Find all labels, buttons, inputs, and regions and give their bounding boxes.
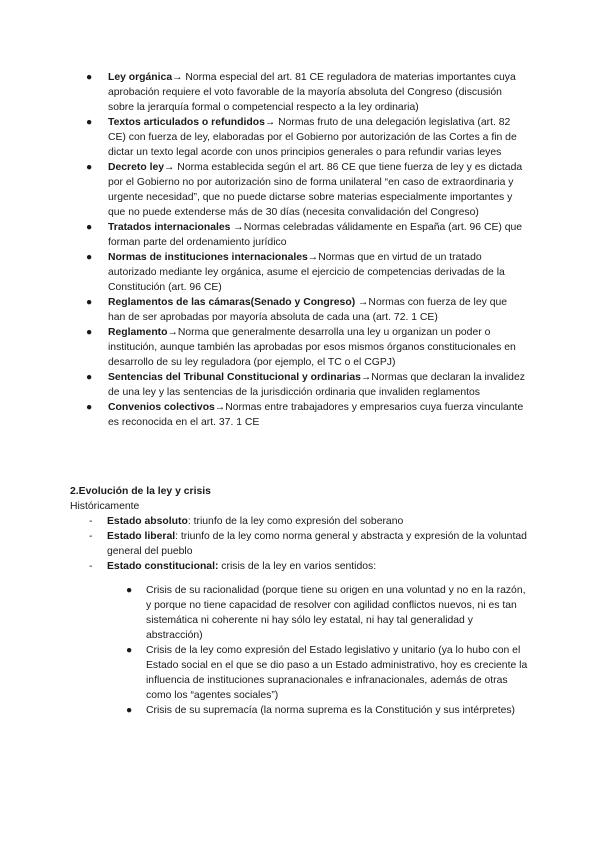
list-item-text: : triunfo de la ley como norma general y abstracta y expresión de la voluntad general del pueblo [107, 531, 527, 557]
dash-icon: - [89, 516, 93, 527]
list-item [76, 295, 526, 325]
list-item-text: → Norma establecida según el art. 86 CE que tiene fuerza de ley y es dictada por el Gobierno no por autorización sino de forma unilateral “en caso de extraordinaria y urgente necesidad”, que no puede dictarse sobre materias especialmente importantes y que no puede extenderse más de 30 días (necesita convalidación del Congreso) [108, 162, 523, 218]
list-item-term: Textos articulados o refundidos [108, 117, 265, 128]
evolution-section [70, 484, 530, 574]
list-item-text: →Normas con fuerza de ley que han de ser aprobadas por mayoría absoluta de cada una (art. 72. 1 CE) [108, 297, 508, 323]
list-item [70, 514, 530, 529]
list-item-term: Convenios colectivos [108, 402, 215, 413]
list-item [126, 643, 531, 703]
list-item-term: Estado liberal [107, 531, 176, 542]
list-item [76, 400, 526, 430]
list-item [126, 583, 531, 643]
list-item-term: Reglamentos de las cámaras(Senado y Congreso) [108, 297, 356, 308]
list-item [126, 703, 531, 718]
list-item [76, 70, 526, 115]
dash-icon: - [89, 531, 93, 542]
crisis-list [126, 583, 531, 718]
list-item-term: Reglamento [108, 327, 168, 338]
list-item-term: Decreto ley [108, 162, 165, 173]
list-item-term: Estado absoluto [107, 516, 188, 527]
list-item-term: Tratados internacionales [108, 222, 231, 233]
list-item [70, 559, 530, 574]
list-item-text: →Norma que generalmente desarrolla una ley u organizan un poder o institución, aunque también las aprobadas por esos mismos órganos constitucionales en desarrollo de su ley reguladora (por ejemplo, el TC o el CGPJ) [108, 327, 516, 368]
list-item [76, 370, 526, 400]
dash-icon: - [89, 561, 93, 572]
bullet-icon: ● [126, 645, 133, 656]
list-item-text: Crisis de su racionalidad (porque tiene su origen en una voluntad y no en la razón, y porque no tiene capacidad de resolver con agilidad conflictos nuevos, ni es tan sistemática ni coherente ni hay sólo ley estatal, ni hay tal generalidad y abstracción) [146, 585, 526, 641]
list-item-text: → Normas fruto de una delegación legislativa (art. 82 CE) con fuerza de ley, elaboradas por el Gobierno por autorización de las Cortes a fin de dictar un texto legal acorde con unos principios generales o para refundir varias leyes [108, 117, 517, 158]
bullet-icon: ● [86, 402, 93, 413]
bullet-icon: ● [86, 162, 93, 173]
list-item [76, 220, 526, 250]
bullet-icon: ● [86, 117, 93, 128]
list-item-text: →Normas que declaran la invalidez de una ley y las sentencias de la jurisdicción ordinaria que invaliden reglamentos [108, 372, 525, 398]
bullet-icon: ● [86, 372, 93, 383]
list-item [76, 160, 526, 220]
list-item-text: Crisis de la ley como expresión del Estado legislativo y unitario (ya lo hubo con el Estado social en el que se dio paso a un Estado administrativo, hoy es creciente la influencia de instituciones supranacionales e infranacionales, además de otras como los “agentes sociales”) [146, 645, 528, 701]
list-item-text: : triunfo de la ley como expresión del soberano [187, 516, 404, 527]
list-item-term: Estado constitucional: [107, 561, 219, 572]
bullet-icon: ● [86, 252, 93, 263]
list-item-term: Sentencias del Tribunal Constitucional y ordinarias [108, 372, 361, 383]
list-item-term: Normas de instituciones internacionales [108, 252, 308, 263]
list-item-text: → Norma especial del art. 81 CE reguladora de materias importantes cuya aprobación requiere el voto favorable de la mayoría absoluta del Congreso (discusión sobre la jerarquía formal o competencial respecto a la ley ordinaria) [108, 72, 516, 113]
list-item [76, 115, 526, 160]
bullet-icon: ● [86, 72, 93, 83]
list-item-text: →Normas entre trabajadores y empresarios cuya fuerza vinculante es reconocida en el art. 37. 1 CE [108, 402, 524, 428]
section-subtitle: Históricamente [70, 501, 140, 512]
bullet-icon: ● [126, 705, 133, 716]
list-item-text: Crisis de su supremacía (la norma suprema es la Constitución y sus intérpretes) [146, 705, 516, 716]
list-item-text: crisis de la ley en varios sentidos: [218, 561, 377, 572]
list-item-text: →Normas que en virtud de un tratado autorizado mediante ley orgánica, asume el ejercicio de competencias derivadas de la Constitución (art. 96 CE) [108, 252, 505, 293]
bullet-icon: ● [86, 327, 93, 338]
bullet-icon: ● [126, 585, 133, 596]
list-item-term: Ley orgánica [108, 72, 173, 83]
list-item [70, 529, 530, 559]
list-item-text: →Normas celebradas válidamente en España (art. 96 CE) que forman parte del ordenamiento jurídico [108, 222, 523, 248]
section-title: 2.Evolución de la ley y crisis [70, 486, 211, 497]
state-types-list [70, 514, 530, 574]
list-item [76, 325, 526, 370]
bullet-icon: ● [86, 297, 93, 308]
norm-types-list [76, 70, 526, 430]
bullet-icon: ● [86, 222, 93, 233]
list-item [76, 250, 526, 295]
